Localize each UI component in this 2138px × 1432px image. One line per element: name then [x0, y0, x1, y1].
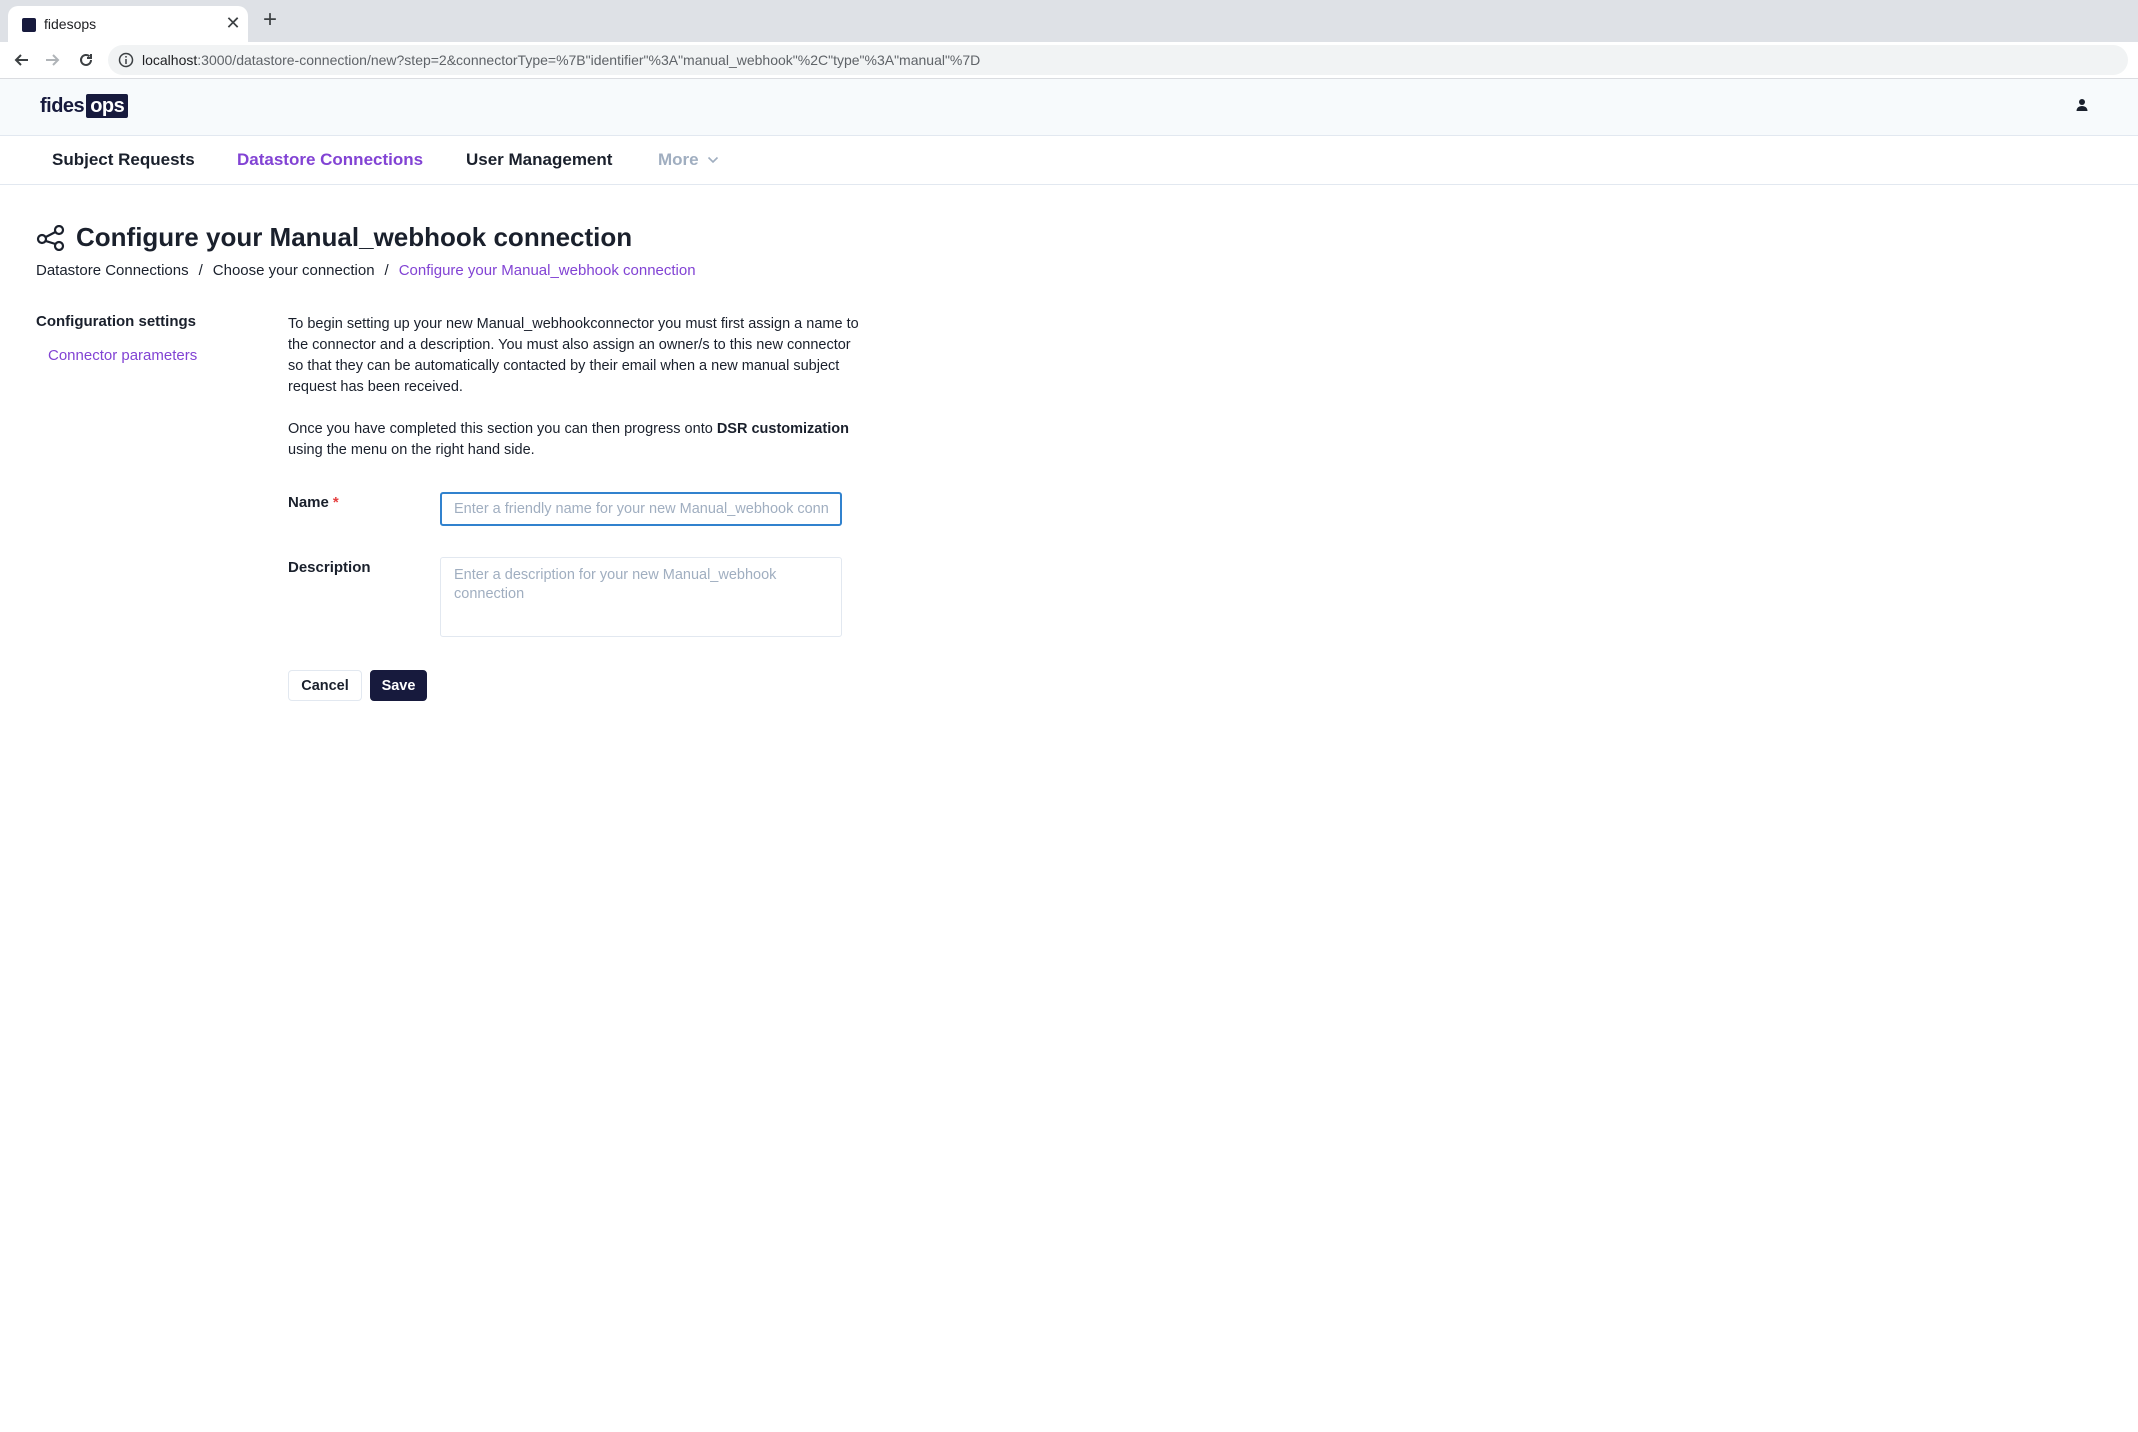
chevron-down-icon	[707, 156, 719, 164]
user-menu-button[interactable]	[2074, 97, 2090, 118]
main-nav	[0, 136, 2138, 185]
breadcrumb-item-current: Configure your Manual_webhook connection	[398, 262, 696, 279]
nav-item-datastore-connections[interactable]: Datastore Connections	[237, 150, 424, 169]
breadcrumb	[36, 262, 696, 279]
browser-tab[interactable]	[8, 6, 248, 42]
breadcrumb-separator: /	[384, 262, 389, 279]
back-icon	[14, 52, 30, 68]
intro-text	[288, 314, 868, 482]
intro-paragraph-1: To begin setting up your new Manual_webhookconnector you must first assign a name to the connector and a description. You must also assign an owner/s to this new connector so that they can be automatically contacted by their email when a new manual subject request has been received.	[288, 316, 859, 395]
plus-icon: +	[262, 6, 277, 33]
close-icon[interactable]: ✕	[225, 13, 241, 33]
address-bar[interactable]	[108, 45, 2128, 75]
user-icon	[2074, 97, 2090, 113]
favicon-icon	[22, 18, 36, 32]
share-icon	[36, 225, 66, 251]
sidebar-title: Configuration settings	[36, 313, 196, 330]
intro-paragraph-2: Once you have completed this section you can then progress onto DSR customization using the menu on the right hand side.	[288, 421, 849, 458]
name-input[interactable]	[440, 492, 842, 526]
name-label: Name *	[288, 494, 339, 511]
nav-item-subject-requests[interactable]: Subject Requests	[52, 150, 195, 169]
new-tab-button[interactable]	[258, 8, 282, 32]
page-heading	[36, 222, 632, 253]
browser-toolbar	[0, 42, 2138, 79]
forward-icon	[44, 52, 60, 68]
logo[interactable]: fides ops	[40, 94, 128, 118]
breadcrumb-separator: /	[198, 262, 203, 279]
nav-item-more-label: More	[658, 150, 699, 169]
nav-item-more[interactable]	[658, 150, 719, 170]
page-title: Configure your Manual_webhook connection	[76, 222, 633, 252]
tab-title: fidesops	[44, 16, 97, 32]
description-input[interactable]	[440, 557, 842, 637]
sidebar-item-connector-parameters[interactable]: Connector parameters	[48, 347, 198, 364]
nav-item-user-management[interactable]: User Management	[466, 150, 613, 169]
breadcrumb-item-choose-connection[interactable]: Choose your connection	[212, 262, 375, 279]
app-header	[0, 79, 2138, 136]
url-text: localhost:3000/datastore-connection/new?step=2&connectorType=%7B"identifier"%3A"manual_webhook"%2C"type"%3A"manual"%7D	[142, 52, 981, 68]
breadcrumb-item-datastore-connections[interactable]: Datastore Connections	[36, 262, 189, 279]
cancel-button[interactable]: Cancel	[288, 670, 362, 701]
description-label: Description	[288, 559, 371, 576]
back-button[interactable]	[8, 46, 36, 74]
required-mark: *	[332, 494, 339, 511]
info-icon[interactable]	[118, 52, 134, 68]
reload-button[interactable]	[72, 46, 100, 74]
forward-button[interactable]	[38, 46, 66, 74]
reload-icon	[78, 52, 94, 68]
save-button[interactable]: Save	[370, 670, 427, 701]
browser-tabstrip	[0, 0, 2138, 42]
